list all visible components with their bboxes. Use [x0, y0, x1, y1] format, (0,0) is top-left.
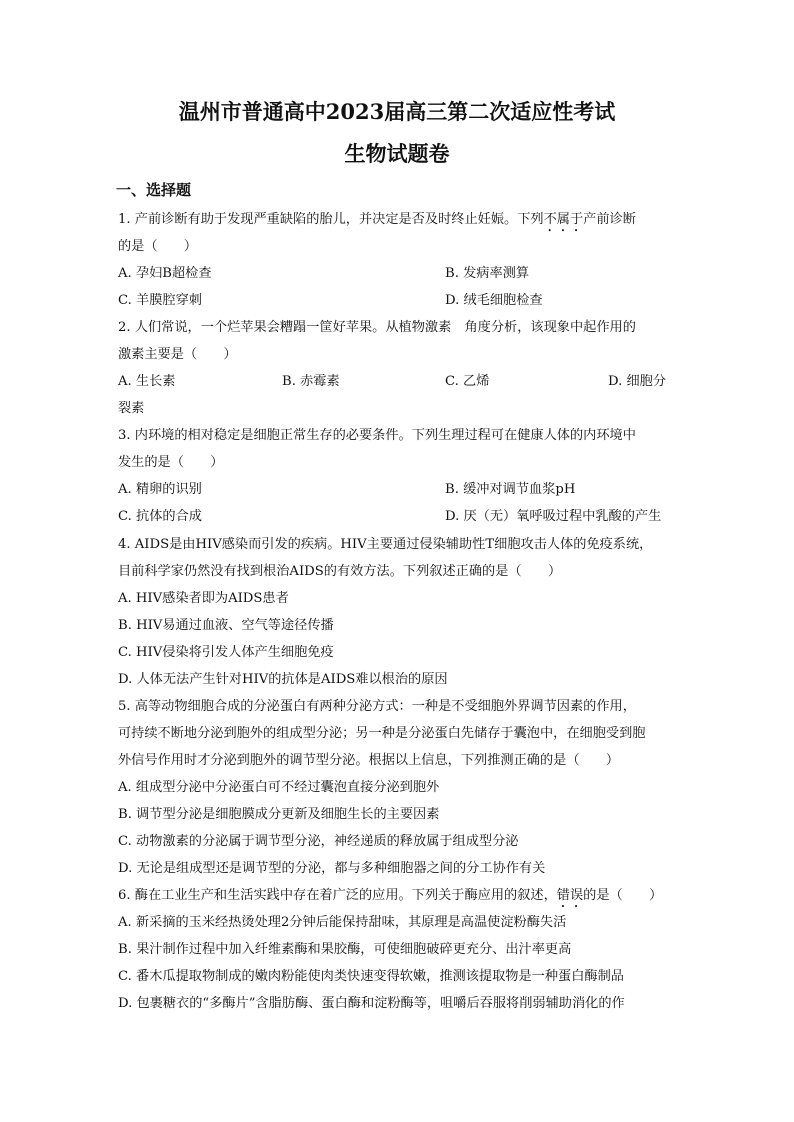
q1-stem-text-end: 产前诊断 [583, 212, 636, 227]
q6-stem-text-end: 的是（ ） [583, 888, 663, 903]
q6-option-c: C. 番木瓜提取物制成的嫩肉粉能使肉类快速变得软嫩，推测该提取物是一种蛋白酶制品 [118, 969, 624, 984]
q6-option-a: A. 新采摘的玉米经热烫处理2分钟后能保持甜味，其原理是高温使淀粉酶失活 [118, 915, 567, 930]
q3-option-a: A. 精卵的识别 [118, 482, 202, 497]
q4-option-c: C. HIV侵染将引发人体产生细胞免疫 [118, 645, 334, 660]
q5-option-c: C. 动物激素的分泌属于调节型分泌，神经递质的释放属于组成型分泌 [118, 834, 519, 849]
q5-stem-line1: 5. 高等动物细胞合成的分泌蛋白有两种分泌方式：一种是不受细胞外界调节因素的作用， [118, 699, 636, 714]
q1-option-c: C. 羊膜腔穿刺 [118, 293, 202, 308]
q6-option-b: B. 果汁制作过程中加入纤维素酶和果胶酶，可使细胞破碎更充分、出汁率更高 [118, 942, 572, 957]
q5-stem-line2: 可持续不断地分泌到胞外的组成型分泌；另一种是分泌蛋白先储存于囊泡中，在细胞受到胞 [118, 726, 646, 741]
q2-option-d-continued: 裂素 [118, 401, 145, 416]
q6-stem-text: 6. 酶在工业生产和生活实践中存在着广泛的应用。下列关于酶应用的叙述， [118, 888, 557, 903]
q3-option-d: D. 厌（无）氧呼吸过程中乳酸的产生 [445, 509, 662, 524]
q1-option-b: B. 发病率测算 [445, 266, 530, 281]
q1-stem-line2: 的是（ ） [118, 239, 198, 254]
q6-emphasis: 错误 [556, 888, 584, 903]
q4-option-b: B. HIV易通过血液、空气等途径传播 [118, 618, 334, 633]
section-heading: 一、选择题 [116, 181, 192, 199]
exam-subtitle: 生物试题卷 [344, 141, 450, 166]
q5-option-b: B. 调节型分泌是细胞膜成分更新及细胞生长的主要因素 [118, 807, 440, 822]
q3-option-c: C. 抗体的合成 [118, 509, 202, 524]
q2-stem-line2: 激素主要是（ ） [118, 347, 237, 362]
q2-option-b: B. 赤霉素 [282, 374, 340, 389]
q4-option-d: D. 人体无法产生针对HIV的抗体是AIDS难以根治的原因 [118, 672, 448, 687]
q1-option-d: D. 绒毛细胞检查 [445, 293, 543, 308]
q4-stem-line1: 4. AIDS是由HIV感染而引发的疾病。HIV主要通过侵染辅助性T细胞攻击人体的免疫系统， [118, 537, 653, 552]
q6-stem-line1 [118, 887, 662, 911]
q5-option-d: D. 无论是组成型还是调节型的分泌，都与多种细胞器之间的分工协作有关 [118, 861, 546, 876]
q1-option-a: A. 孕妇B超检查 [118, 266, 212, 281]
q2-option-a: A. 生长素 [118, 374, 176, 389]
q3-option-b: B. 缓冲对调节血浆pH [445, 482, 576, 497]
q1-stem-text: 1. 产前诊断有助于发现严重缺陷的胎儿，并决定是否及时终止妊娠。下列 [118, 212, 544, 227]
exam-title: 温州市普通高中2023届高三第二次适应性考试 [178, 99, 616, 124]
q2-stem-line1: 2. 人们常说，一个烂苹果会糟蹋一筐好苹果。从植物激素 角度分析，该现象中起作用的 [118, 320, 636, 335]
q1-stem-line1 [118, 211, 636, 235]
q3-stem-line1: 3. 内环境的相对稳定是细胞正常生存的必要条件。下列生理过程可在健康人体的内环境中 [118, 428, 636, 443]
q4-stem-line2: 目前科学家仍然没有找到根治AIDS的有效方法。下列叙述正确的是（ ） [118, 564, 562, 579]
q6-option-d: D. 包裹糖衣的“多酶片”含脂肪酶、蛋白酶和淀粉酶等，咀嚼后吞服将削弱辅助消化的作 [118, 996, 625, 1011]
q2-option-d: D. 细胞分 [608, 374, 667, 389]
q2-option-c: C. 乙烯 [445, 374, 490, 389]
q5-stem-line3: 外信号作用时才分泌到胞外的调节型分泌。根据以上信息，下列推测正确的是（ ） [118, 753, 620, 768]
q3-stem-line2: 发生的是（ ） [118, 455, 224, 470]
q4-option-a: A. HIV感染者即为AIDS患者 [118, 591, 289, 606]
q5-option-a: A. 组成型分泌中分泌蛋白可不经过囊泡直接分泌到胞外 [118, 780, 440, 795]
q1-emphasis: 不属于 [543, 212, 584, 227]
